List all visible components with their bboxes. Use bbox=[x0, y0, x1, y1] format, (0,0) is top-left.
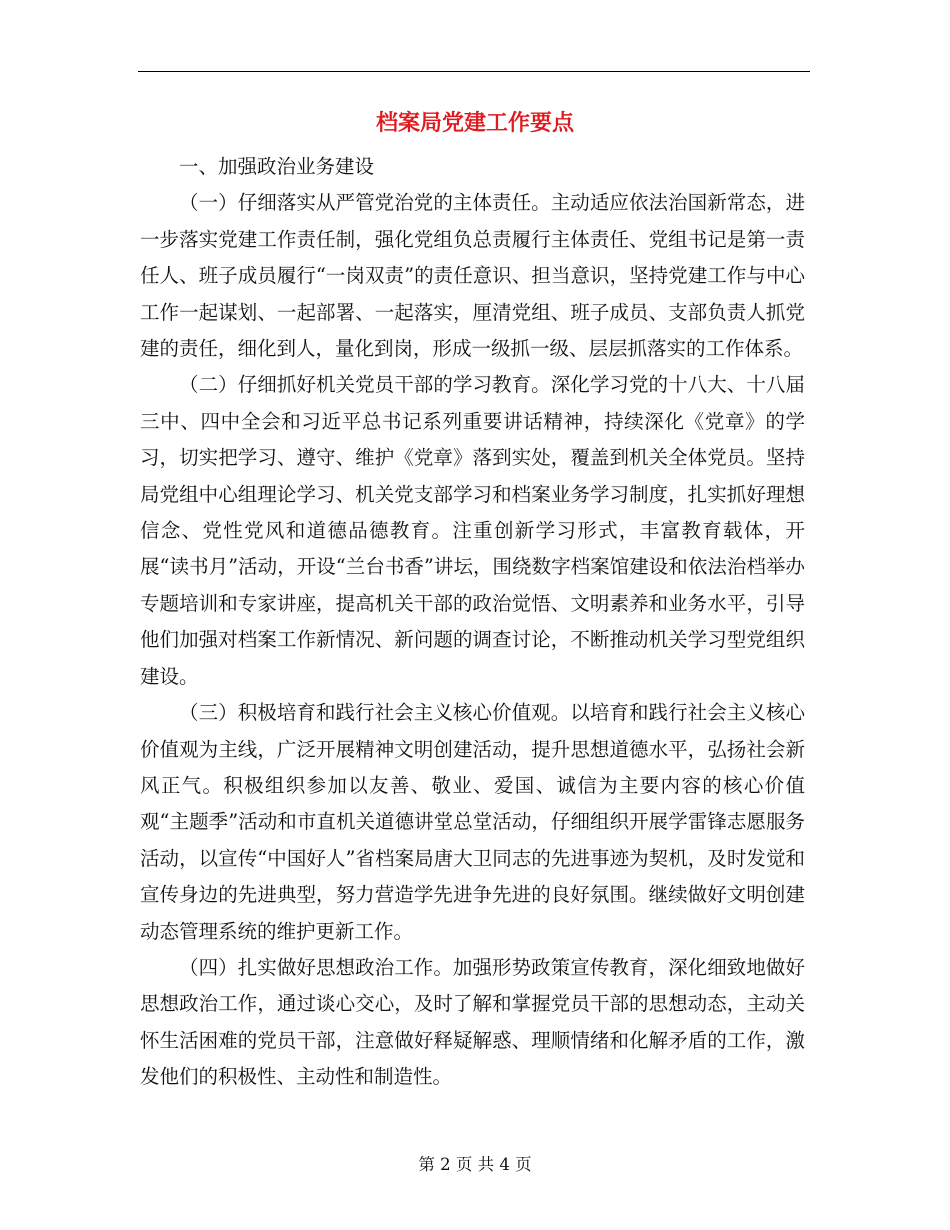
paragraph-2: （二）仔细抓好机关党员干部的学习教育。深化学习党的十八大、十八届三中、四中全会和习近平总书记系列重要讲话精神，持续深化《党章》的学习，切实把学习、遵守、维护《党章》落到实处，覆盖到机关全体党员。坚持局党组中心组理论学习、机关党支部学习和档案业务学习制度，扎实抓好理想信念、党性党风和道德品德教育。注重创新学习形式，丰富教育载体，开展“读书月”活动，开设“兰台书香”讲坛，围绕数字档案馆建设和依法治档举办专题培训和专家讲座，提高机关干部的政治觉悟、文明素养和业务水平，引导他们加强对档案工作新情况、新问题的调查讨论，不断推动机关学习型党组织建设。 bbox=[140, 373, 805, 688]
document-title: 档案局党建工作要点 bbox=[375, 111, 574, 136]
paragraph-4: （四）扎实做好思想政治工作。加强形势政策宣传教育，深化细致地做好思想政治工作，通过谈心交心，及时了解和掌握党员干部的思想动态，主动关怀生活困难的党员干部，注意做好释疑解惑、理顺情绪和化解矛盾的工作，激发他们的积极性、主动性和制造性。 bbox=[140, 955, 805, 1089]
section-heading: 一、加强政治业务建设 bbox=[179, 155, 375, 178]
page-number: 第 2 页 共 4 页 bbox=[418, 1155, 532, 1174]
document-body bbox=[140, 149, 805, 1096]
paragraph-3: （三）积极培育和践行社会主义核心价值观。以培育和践行社会主义核心价值观为主线，广泛开展精神文明创建活动，提升思想道德水平，弘扬社会新风正气。积极组织参加以友善、敬业、爱国、诚信为主要内容的核心价值观“主题季”活动和市直机关道德讲堂总堂活动，仔细组织开展学雷锋志愿服务活动，以宣传“中国好人”省档案局唐大卫同志的先进事迹为契机，及时发觉和宣传身边的先进典型，努力营造学先进争先进的良好氛围。继续做好文明创建动态管理系统的维护更新工作。 bbox=[140, 701, 805, 943]
header-rule bbox=[138, 71, 810, 72]
paragraph-1: （一）仔细落实从严管党治党的主体责任。主动适应依法治国新常态，进一步落实党建工作责任制，强化党组负总责履行主体责任、党组书记是第一责任人、班子成员履行“一岗双责”的责任意识、担当意识，坚持党建工作与中心工作一起谋划、一起部署、一起落实，厘清党组、班子成员、支部负责人抓党建的责任，细化到人，量化到岗，形成一级抓一级、层层抓落实的工作体系。 bbox=[140, 191, 805, 361]
